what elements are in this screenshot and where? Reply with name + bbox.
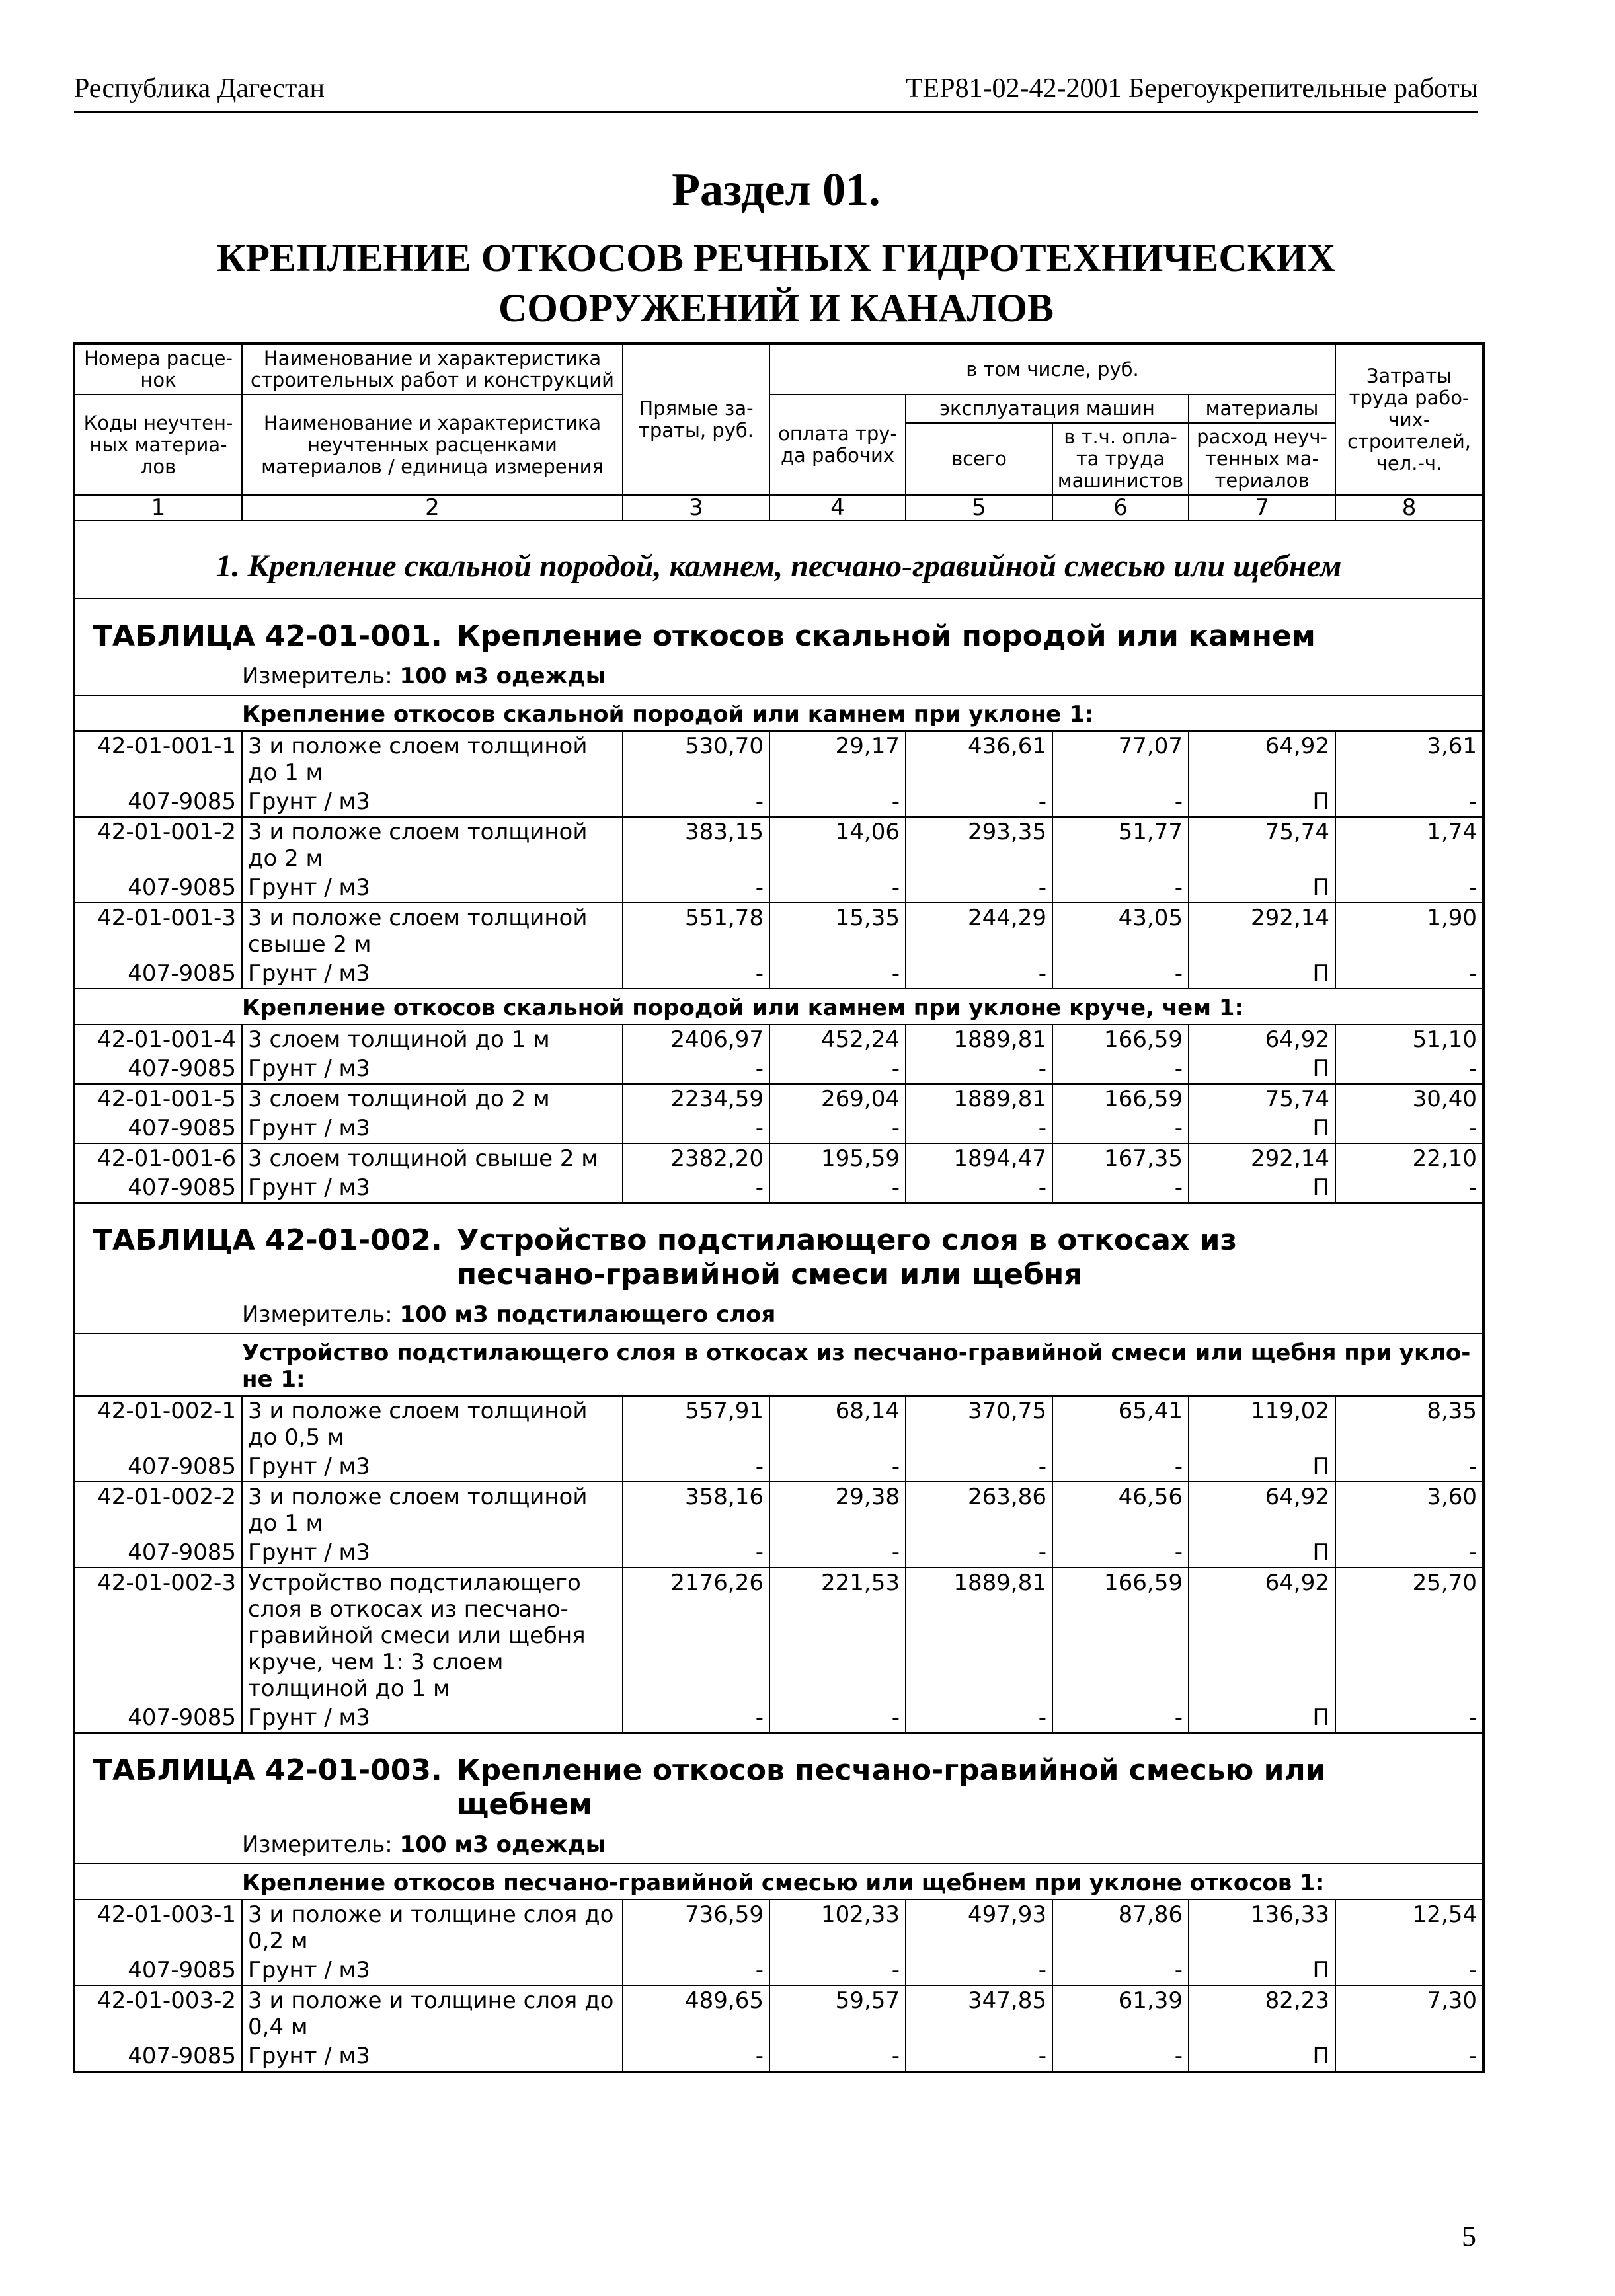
table-name: Крепление откосов песчано-гравийной смесью или щебнем	[456, 1753, 1326, 1821]
measure-value: 100 м3 одежды	[399, 663, 606, 689]
group-spacer	[74, 989, 242, 1024]
material-value-col-8: -	[1335, 1054, 1483, 1084]
group-heading: Устройство подстилающего слоя в откосах из песчано-гравийной смеси или щебня при укло-не 1:	[242, 1334, 1483, 1396]
material-value-col-8: -	[1335, 959, 1483, 989]
material-value-col-4: -	[769, 1114, 906, 1143]
material-name-unit: Грунт / м3	[242, 1538, 623, 1568]
table-title	[74, 1733, 1483, 1826]
header-material-codes: Коды неучтен-ных материа-лов	[74, 395, 242, 495]
group-heading-row	[74, 989, 1483, 1024]
value-col-6: 61,39	[1052, 1985, 1189, 2042]
value-col-5: 436,61	[906, 731, 1052, 787]
material-value-col-4: -	[769, 873, 906, 903]
material-code: 407-9085	[74, 2042, 242, 2072]
page-number: 5	[1462, 2220, 1476, 2252]
subsection-heading: 1. Крепление скальной породой, камнем, песчано-гравийной смесью или щебнем	[74, 521, 1483, 599]
table-body	[74, 521, 1483, 2072]
work-description: 3 слоем толщиной свыше 2 м	[242, 1143, 623, 1173]
header-machine-operation: эксплуатация машин	[906, 395, 1189, 423]
measure-label: Измеритель:	[242, 1301, 393, 1328]
material-value-col-7: П	[1189, 873, 1335, 903]
rate-row	[74, 731, 1483, 787]
value-col-3: 551,78	[623, 903, 769, 959]
value-col-5: 347,85	[906, 1985, 1052, 2042]
value-col-3: 736,59	[623, 1899, 769, 1956]
value-col-4: 14,06	[769, 817, 906, 873]
measure-row	[74, 1826, 1483, 1864]
rate-code: 42-01-002-3	[74, 1568, 242, 1703]
material-value-col-6: -	[1052, 1173, 1189, 1203]
material-value-col-5: -	[906, 787, 1052, 817]
group-heading: Крепление откосов скальной породой или камнем при уклоне 1:	[242, 695, 1483, 731]
value-col-6: 77,07	[1052, 731, 1189, 787]
material-value-col-4: -	[769, 1956, 906, 1985]
material-row	[74, 1703, 1483, 1733]
rate-code: 42-01-001-4	[74, 1024, 242, 1054]
header-work-name: Наименование и характеристика строительных работ и конструкций	[242, 344, 623, 395]
material-code: 407-9085	[74, 1956, 242, 1985]
value-col-3: 2176,26	[623, 1568, 769, 1703]
header-region: Республика Дагестан	[74, 73, 325, 104]
material-value-col-4: -	[769, 1703, 906, 1733]
header-unaccounted-materials: расход неуч-тенных ма-териалов	[1189, 423, 1335, 495]
header-materials: материалы	[1189, 395, 1335, 423]
material-value-col-4: -	[769, 1054, 906, 1084]
column-number: 5	[906, 495, 1052, 521]
material-code: 407-9085	[74, 1114, 242, 1143]
column-number: 7	[1189, 495, 1335, 521]
material-value-col-8: -	[1335, 1114, 1483, 1143]
value-col-3: 2382,20	[623, 1143, 769, 1173]
measure-spacer	[74, 1296, 242, 1334]
value-col-6: 46,56	[1052, 1482, 1189, 1538]
rate-row	[74, 1482, 1483, 1538]
value-col-7: 119,02	[1189, 1396, 1335, 1452]
material-value-col-5: -	[906, 1703, 1052, 1733]
material-value-col-8: -	[1335, 787, 1483, 817]
table-number: ТАБЛИЦА 42-01-003.	[93, 1753, 442, 1787]
group-spacer	[74, 695, 242, 731]
material-value-col-7: П	[1189, 2042, 1335, 2072]
value-col-6: 43,05	[1052, 903, 1189, 959]
column-number: 1	[74, 495, 242, 521]
value-col-7: 292,14	[1189, 903, 1335, 959]
measure-unit	[242, 1826, 1483, 1864]
value-col-5: 1894,47	[906, 1143, 1052, 1173]
material-value-col-3: -	[623, 1452, 769, 1482]
header-document-code: ТЕР81-02-42-2001 Берегоукрепительные работы	[905, 73, 1478, 104]
table-name: Устройство подстилающего слоя в откосах из песчано-гравийной смеси или щебня	[456, 1223, 1238, 1291]
header-machinist-pay: в т.ч. опла-та труда машинистов	[1052, 423, 1189, 495]
material-value-col-5: -	[906, 1054, 1052, 1084]
material-name-unit: Грунт / м3	[242, 2042, 623, 2072]
value-col-7: 136,33	[1189, 1899, 1335, 1956]
material-value-col-7: П	[1189, 1703, 1335, 1733]
material-value-col-6: -	[1052, 787, 1189, 817]
material-name-unit: Грунт / м3	[242, 1956, 623, 1985]
value-col-8: 1,74	[1335, 817, 1483, 873]
material-value-col-7: П	[1189, 1956, 1335, 1985]
value-col-8: 22,10	[1335, 1143, 1483, 1173]
material-value-col-4: -	[769, 959, 906, 989]
value-col-5: 263,86	[906, 1482, 1052, 1538]
value-col-7: 64,92	[1189, 731, 1335, 787]
material-value-col-5: -	[906, 1173, 1052, 1203]
material-value-col-6: -	[1052, 1956, 1189, 1985]
value-col-6: 166,59	[1052, 1084, 1189, 1114]
value-col-6: 166,59	[1052, 1024, 1189, 1054]
material-value-col-6: -	[1052, 1054, 1189, 1084]
rate-code: 42-01-002-2	[74, 1482, 242, 1538]
value-col-8: 51,10	[1335, 1024, 1483, 1054]
material-name-unit: Грунт / м3	[242, 1114, 623, 1143]
value-col-8: 12,54	[1335, 1899, 1483, 1956]
column-number: 8	[1335, 495, 1483, 521]
rate-row	[74, 1568, 1483, 1703]
material-value-col-6: -	[1052, 1703, 1189, 1733]
measure-value: 100 м3 подстилающего слоя	[399, 1301, 776, 1328]
rate-row	[74, 1985, 1483, 2042]
value-col-4: 195,59	[769, 1143, 906, 1173]
measure-spacer	[74, 1826, 242, 1864]
material-value-col-4: -	[769, 1538, 906, 1568]
value-col-8: 30,40	[1335, 1084, 1483, 1114]
material-value-col-8: -	[1335, 873, 1483, 903]
material-value-col-6: -	[1052, 873, 1189, 903]
measure-value: 100 м3 одежды	[399, 1831, 606, 1858]
value-col-7: 292,14	[1189, 1143, 1335, 1173]
material-value-col-5: -	[906, 959, 1052, 989]
section-subtitle-line-1: КРЕПЛЕНИЕ ОТКОСОВ РЕЧНЫХ ГИДРОТЕХНИЧЕСКИХ	[216, 236, 1336, 280]
value-col-7: 75,74	[1189, 1084, 1335, 1114]
material-value-col-8: -	[1335, 1956, 1483, 1985]
section-title: Раздел 01.	[672, 165, 881, 215]
material-value-col-8: -	[1335, 1538, 1483, 1568]
rate-row	[74, 903, 1483, 959]
material-value-col-6: -	[1052, 1114, 1189, 1143]
measure-unit	[242, 1296, 1483, 1334]
table-name: Крепление откосов скальной породой или камнем	[456, 619, 1316, 653]
material-code: 407-9085	[74, 1054, 242, 1084]
material-name-unit: Грунт / м3	[242, 787, 623, 817]
material-value-col-3: -	[623, 787, 769, 817]
value-col-7: 64,92	[1189, 1568, 1335, 1703]
material-value-col-3: -	[623, 1538, 769, 1568]
rate-row	[74, 1396, 1483, 1452]
rate-code: 42-01-001-3	[74, 903, 242, 959]
header-direct-costs: Прямые за-траты, руб.	[623, 344, 769, 495]
material-value-col-8: -	[1335, 1173, 1483, 1203]
material-value-col-3: -	[623, 959, 769, 989]
rate-code: 42-01-003-1	[74, 1899, 242, 1956]
value-col-4: 452,24	[769, 1024, 906, 1054]
rate-row	[74, 1899, 1483, 1956]
material-value-col-3: -	[623, 1703, 769, 1733]
value-col-8: 7,30	[1335, 1985, 1483, 2042]
material-value-col-3: -	[623, 2042, 769, 2072]
material-value-col-7: П	[1189, 1173, 1335, 1203]
column-numbers-row	[74, 495, 1483, 521]
work-description: 3 и положе и толщине слоя до 0,4 м	[242, 1985, 623, 2042]
material-value-col-6: -	[1052, 1538, 1189, 1568]
material-code: 407-9085	[74, 1452, 242, 1482]
section-subtitle	[74, 233, 1478, 333]
material-row	[74, 2042, 1483, 2072]
value-col-6: 51,77	[1052, 817, 1189, 873]
rate-code: 42-01-001-5	[74, 1084, 242, 1114]
material-value-col-7: П	[1189, 787, 1335, 817]
header-worker-pay: оплата тру-да рабочих	[769, 395, 906, 495]
material-value-col-6: -	[1052, 2042, 1189, 2072]
group-heading: Крепление откосов скальной породой или камнем при уклоне круче, чем 1:	[242, 989, 1483, 1024]
material-value-col-3: -	[623, 1054, 769, 1084]
material-value-col-4: -	[769, 2042, 906, 2072]
material-value-col-3: -	[623, 1173, 769, 1203]
group-heading: Крепление откосов песчано-гравийной смесью или щебнем при уклоне откосов 1:	[242, 1864, 1483, 1899]
value-col-5: 1889,81	[906, 1084, 1052, 1114]
rate-code: 42-01-003-2	[74, 1985, 242, 2042]
material-value-col-3: -	[623, 1114, 769, 1143]
value-col-3: 2406,97	[623, 1024, 769, 1054]
group-heading-row	[74, 1864, 1483, 1899]
measure-row	[74, 1296, 1483, 1334]
value-col-4: 29,17	[769, 731, 906, 787]
header-material-name: Наименование и характеристика неучтенных расценками материалов / единица измерения	[242, 395, 623, 495]
value-col-3: 2234,59	[623, 1084, 769, 1114]
material-value-col-7: П	[1189, 1114, 1335, 1143]
work-description: 3 и положе слоем толщиной до 0,5 м	[242, 1396, 623, 1452]
material-name-unit: Грунт / м3	[242, 873, 623, 903]
value-col-6: 65,41	[1052, 1396, 1189, 1452]
section-subtitle-line-2: СООРУЖЕНИЙ И КАНАЛОВ	[498, 286, 1054, 330]
material-row	[74, 873, 1483, 903]
value-col-3: 383,15	[623, 817, 769, 873]
work-description: 3 слоем толщиной до 2 м	[242, 1084, 623, 1114]
work-description: 3 и положе слоем толщиной до 2 м	[242, 817, 623, 873]
value-col-6: 166,59	[1052, 1568, 1189, 1703]
material-value-col-4: -	[769, 787, 906, 817]
material-row	[74, 959, 1483, 989]
value-col-7: 64,92	[1189, 1482, 1335, 1538]
value-col-6: 167,35	[1052, 1143, 1189, 1173]
value-col-4: 68,14	[769, 1396, 906, 1452]
value-col-4: 15,35	[769, 903, 906, 959]
value-col-5: 497,93	[906, 1899, 1052, 1956]
material-value-col-7: П	[1189, 959, 1335, 989]
header-including: в том числе, руб.	[769, 344, 1335, 395]
value-col-4: 102,33	[769, 1899, 906, 1956]
value-col-5: 1889,81	[906, 1024, 1052, 1054]
value-col-3: 530,70	[623, 731, 769, 787]
rates-table	[73, 342, 1485, 2073]
material-value-col-5: -	[906, 2042, 1052, 2072]
value-col-5: 244,29	[906, 903, 1052, 959]
value-col-8: 1,90	[1335, 903, 1483, 959]
header-machines-total: всего	[906, 423, 1052, 495]
material-value-col-7: П	[1189, 1538, 1335, 1568]
material-value-col-6: -	[1052, 1452, 1189, 1482]
material-value-col-5: -	[906, 873, 1052, 903]
material-value-col-7: П	[1189, 1452, 1335, 1482]
value-col-5: 1889,81	[906, 1568, 1052, 1703]
value-col-7: 82,23	[1189, 1985, 1335, 2042]
material-row	[74, 1538, 1483, 1568]
value-col-3: 358,16	[623, 1482, 769, 1538]
material-code: 407-9085	[74, 873, 242, 903]
value-col-8: 8,35	[1335, 1396, 1483, 1452]
value-col-5: 293,35	[906, 817, 1052, 873]
measure-row	[74, 658, 1483, 695]
group-spacer	[74, 1864, 242, 1899]
material-name-unit: Грунт / м3	[242, 1452, 623, 1482]
column-number: 3	[623, 495, 769, 521]
value-col-8: 3,60	[1335, 1482, 1483, 1538]
header-labor-costs: Затраты труда рабо-чих-строителей, чел.-ч.	[1335, 344, 1483, 495]
material-value-col-8: -	[1335, 1452, 1483, 1482]
table-title-row	[74, 599, 1483, 658]
material-code: 407-9085	[74, 1538, 242, 1568]
material-name-unit: Грунт / м3	[242, 1173, 623, 1203]
material-row	[74, 1054, 1483, 1084]
value-col-8: 25,70	[1335, 1568, 1483, 1703]
value-col-7: 64,92	[1189, 1024, 1335, 1054]
value-col-6: 87,86	[1052, 1899, 1189, 1956]
work-description: Устройство подстилающего слоя в откосах из песчано-гравийной смеси или щебня круче, чем 1: 3 слоем толщиной до 1 м	[242, 1568, 623, 1703]
value-col-7: 75,74	[1189, 817, 1335, 873]
column-number: 2	[242, 495, 623, 521]
material-name-unit: Грунт / м3	[242, 1054, 623, 1084]
measure-label: Измеритель:	[242, 663, 393, 689]
measure-spacer	[74, 658, 242, 695]
value-col-4: 29,38	[769, 1482, 906, 1538]
material-value-col-4: -	[769, 1452, 906, 1482]
group-heading-row	[74, 1334, 1483, 1396]
measure-label: Измеритель:	[242, 1831, 393, 1858]
material-code: 407-9085	[74, 1703, 242, 1733]
table-title-row	[74, 1733, 1483, 1826]
table-title	[74, 599, 1483, 658]
table-number: ТАБЛИЦА 42-01-002.	[93, 1223, 442, 1257]
rate-code: 42-01-002-1	[74, 1396, 242, 1452]
material-row	[74, 1452, 1483, 1482]
material-value-col-6: -	[1052, 959, 1189, 989]
work-description: 3 слоем толщиной до 1 м	[242, 1024, 623, 1054]
material-code: 407-9085	[74, 1173, 242, 1203]
header-rate-numbers: Номера расце-нок	[74, 344, 242, 395]
table-number: ТАБЛИЦА 42-01-001.	[93, 619, 442, 653]
rate-code: 42-01-001-2	[74, 817, 242, 873]
material-row	[74, 1956, 1483, 1985]
work-description: 3 и положе слоем толщиной до 1 м	[242, 1482, 623, 1538]
rate-row	[74, 1024, 1483, 1054]
measure-unit	[242, 658, 1483, 695]
material-value-col-8: -	[1335, 1703, 1483, 1733]
material-row	[74, 787, 1483, 817]
material-code: 407-9085	[74, 959, 242, 989]
material-name-unit: Грунт / м3	[242, 959, 623, 989]
table-title-row	[74, 1203, 1483, 1296]
material-value-col-3: -	[623, 1956, 769, 1985]
material-value-col-8: -	[1335, 2042, 1483, 2072]
material-value-col-5: -	[906, 1956, 1052, 1985]
column-number: 6	[1052, 495, 1189, 521]
group-heading-row	[74, 695, 1483, 731]
material-value-col-4: -	[769, 1173, 906, 1203]
value-col-8: 3,61	[1335, 731, 1483, 787]
material-value-col-7: П	[1189, 1054, 1335, 1084]
material-code: 407-9085	[74, 787, 242, 817]
column-number: 4	[769, 495, 906, 521]
material-row	[74, 1173, 1483, 1203]
work-description: 3 и положе и толщине слоя до 0,2 м	[242, 1899, 623, 1956]
table-header	[74, 344, 1483, 521]
work-description: 3 и положе слоем толщиной до 1 м	[242, 731, 623, 787]
material-row	[74, 1114, 1483, 1143]
material-name-unit: Грунт / м3	[242, 1703, 623, 1733]
value-col-4: 221,53	[769, 1568, 906, 1703]
value-col-4: 269,04	[769, 1084, 906, 1114]
rate-row	[74, 817, 1483, 873]
rate-row	[74, 1084, 1483, 1114]
rate-code: 42-01-001-1	[74, 731, 242, 787]
material-value-col-5: -	[906, 1452, 1052, 1482]
rate-code: 42-01-001-6	[74, 1143, 242, 1173]
running-header	[74, 69, 1478, 113]
value-col-5: 370,75	[906, 1396, 1052, 1452]
material-value-col-5: -	[906, 1538, 1052, 1568]
material-value-col-3: -	[623, 873, 769, 903]
table-title	[74, 1203, 1483, 1296]
rate-row	[74, 1143, 1483, 1173]
group-spacer	[74, 1334, 242, 1396]
value-col-3: 557,91	[623, 1396, 769, 1452]
value-col-3: 489,65	[623, 1985, 769, 2042]
value-col-4: 59,57	[769, 1985, 906, 2042]
material-value-col-5: -	[906, 1114, 1052, 1143]
work-description: 3 и положе слоем толщиной свыше 2 м	[242, 903, 623, 959]
